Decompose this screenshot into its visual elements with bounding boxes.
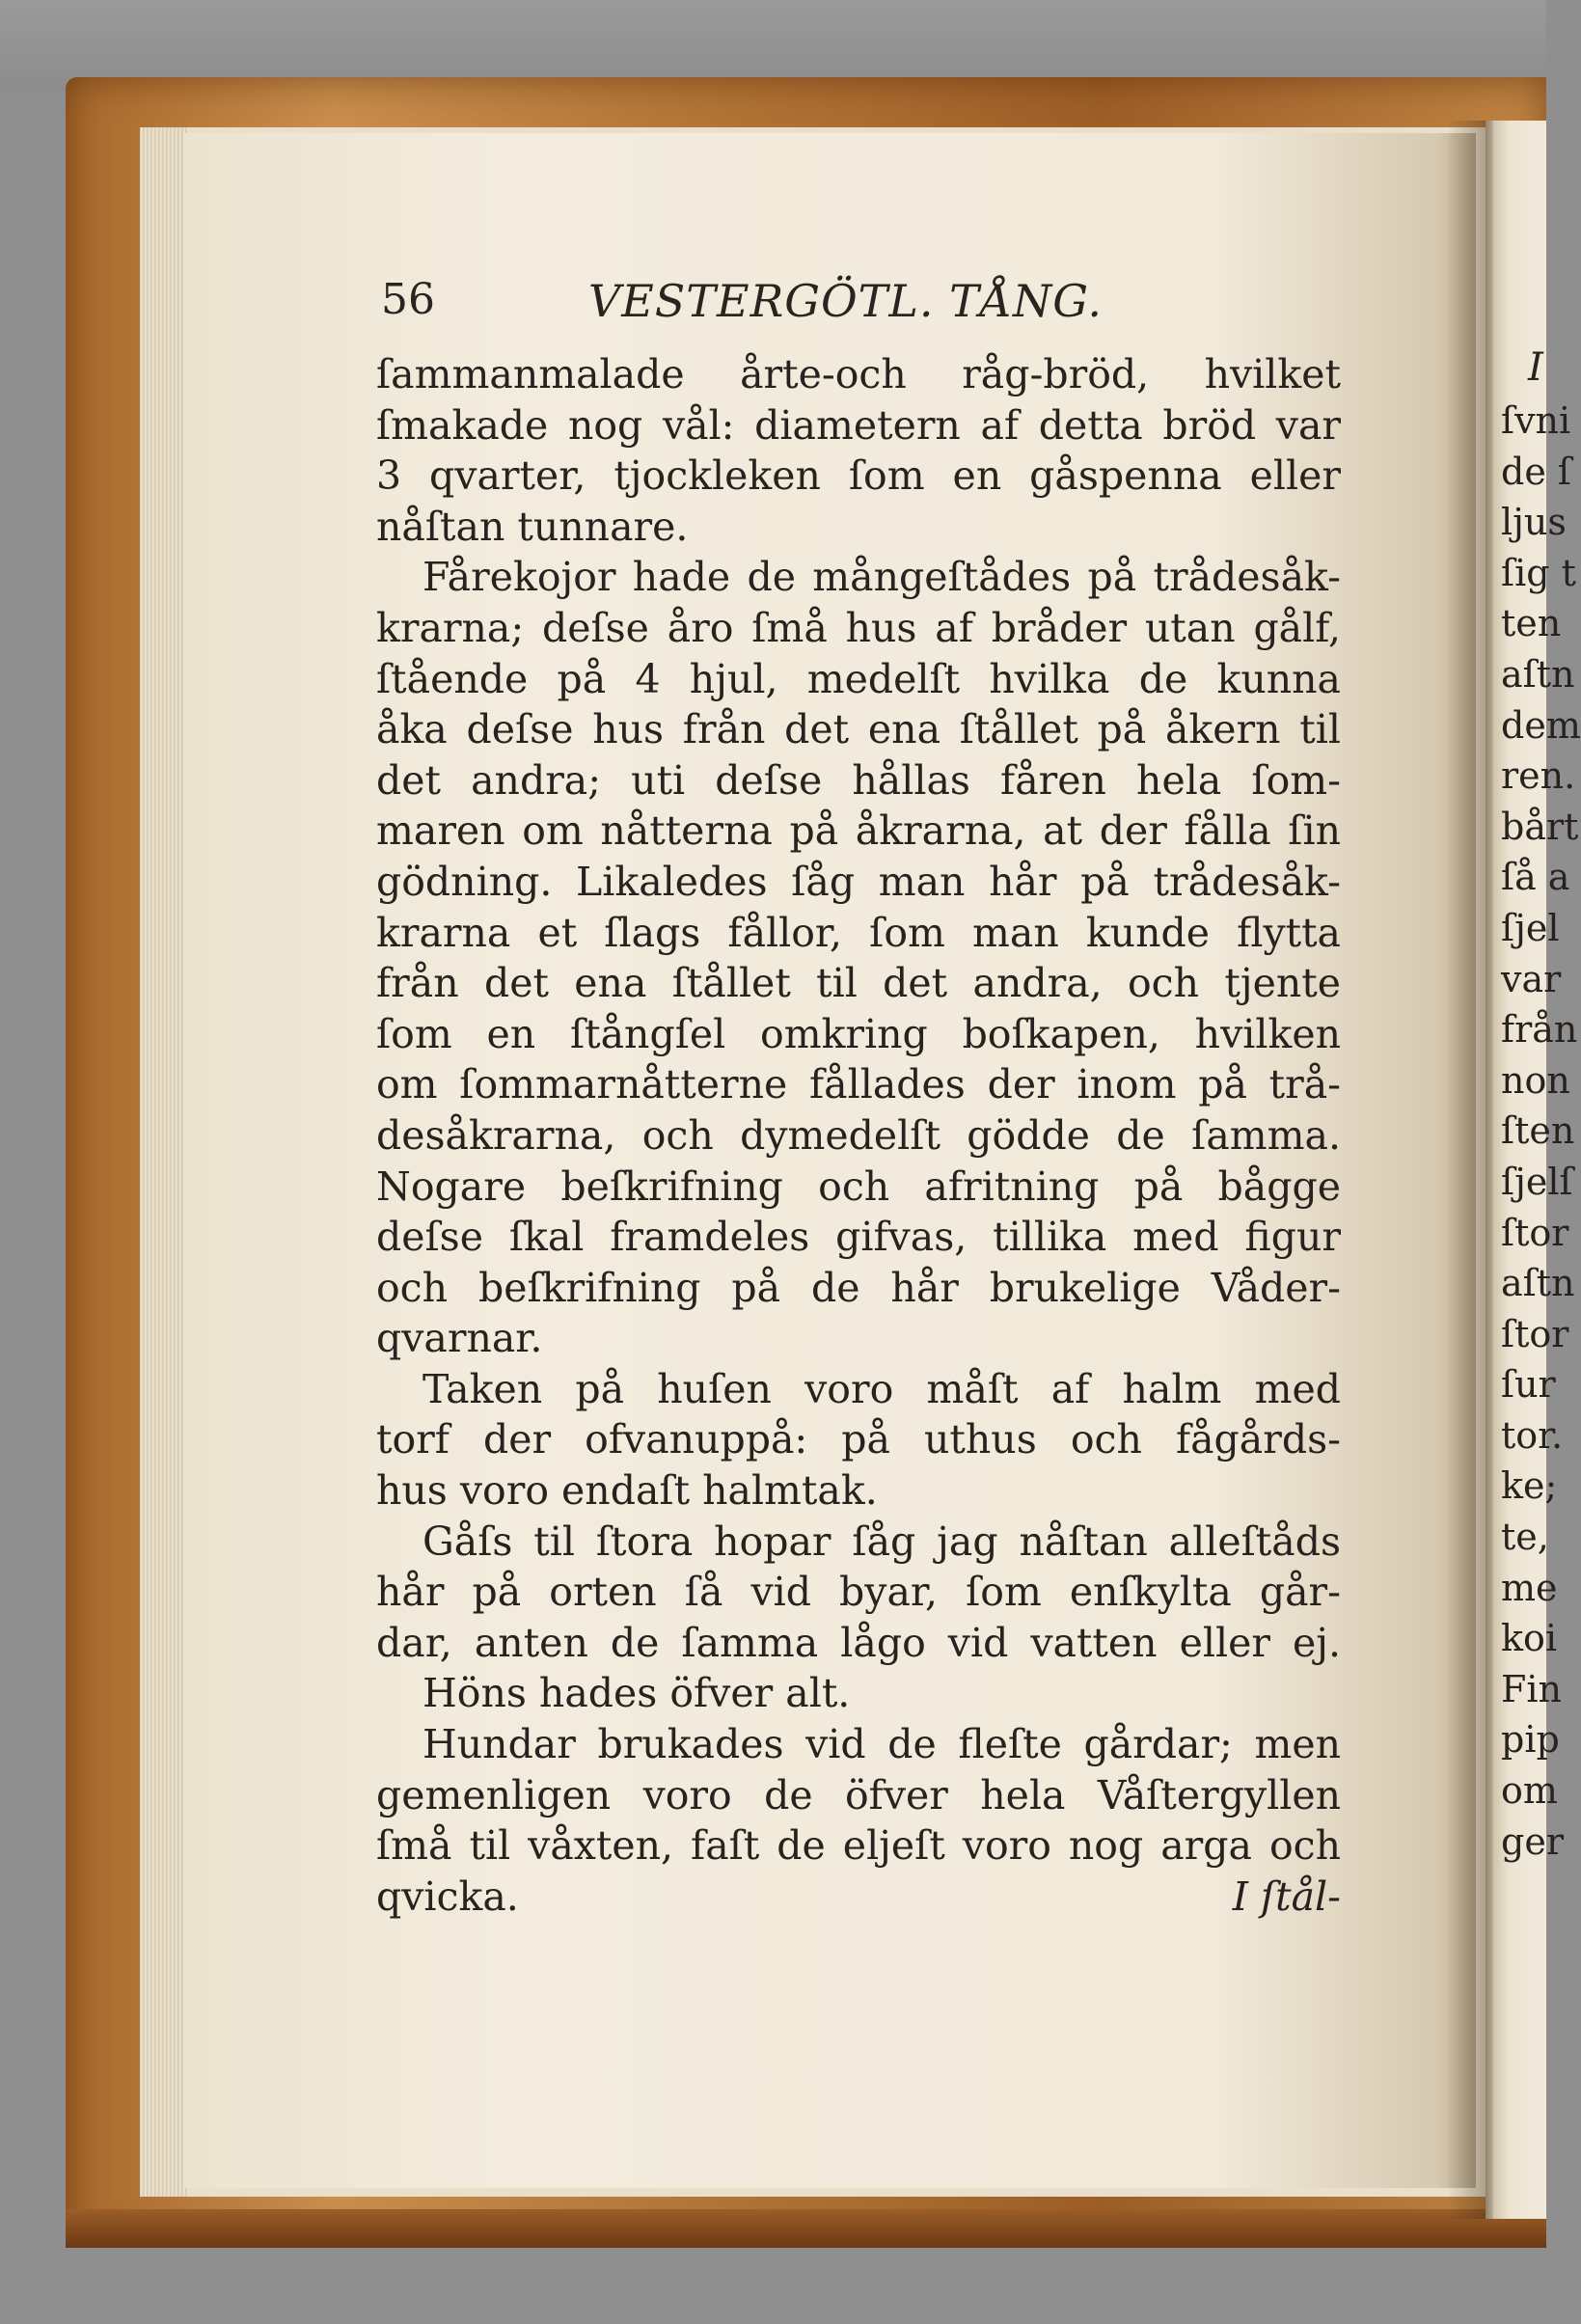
facing-fragment: aſtn	[1501, 1262, 1575, 1305]
facing-fragment: ſig t	[1501, 551, 1576, 594]
facing-fragment: ſjel	[1501, 906, 1560, 949]
text-line: åka deſse hus från det ena ſtållet på åkern til	[376, 706, 1341, 753]
text-line: Höns hades öfver alt.	[423, 1670, 851, 1717]
text-line: ſmakade nog vål: diametern af detta bröd var	[376, 401, 1341, 449]
text-line: ſammanmalade årte-och råg-bröd, hvilket	[376, 351, 1341, 397]
text-line: det andra; uti deſse hållas fåren hela ſom-	[376, 756, 1341, 804]
facing-fragment: Fin	[1501, 1667, 1562, 1710]
facing-fragment: te,	[1501, 1516, 1549, 1559]
facing-fragment: koi	[1501, 1617, 1558, 1660]
text-line: ſmå til våxten, faſt de eljeſt voro nog arga och	[376, 1822, 1341, 1870]
facing-fragment: ſtor	[1501, 1211, 1569, 1254]
facing-fragment: dem	[1501, 703, 1581, 747]
facing-fragment: bårt	[1501, 805, 1579, 848]
facing-fragment: ke;	[1501, 1464, 1558, 1508]
text-line: Nogare beſkrifning och afritning på bågge	[376, 1162, 1341, 1210]
book-gutter	[1447, 121, 1493, 2219]
text-line: gödning. Likaledes ſåg man hår på trådesåk-	[376, 858, 1341, 905]
text-line: Taken på huſen voro måſt af halm med	[423, 1365, 1341, 1412]
text-line: gemenligen voro de öfver hela Våſtergyllen	[376, 1771, 1341, 1818]
facing-fragment: ſå a	[1501, 856, 1570, 899]
text-line: ſom en ſtångſel omkring boſkapen, hvilken	[376, 1010, 1341, 1057]
text-line: Gåſs til ſtora hopar ſåg jag nåſtan alleſtåds	[423, 1517, 1341, 1565]
text-line: torf der ofvanuppå: på uthus och fågårds-	[376, 1416, 1341, 1463]
facing-fragment: de ſ	[1501, 450, 1571, 493]
text-line: Fårekojor hade de mångeſtådes på trådesåk-	[423, 554, 1341, 601]
last-line	[376, 1872, 1341, 1923]
facing-fragment: ſvni	[1501, 399, 1571, 442]
text-line: dar, anten de ſamma lågo vid vatten eller ej.	[376, 1619, 1341, 1666]
facing-fragment: pip	[1501, 1718, 1560, 1762]
page-number: 56	[381, 275, 435, 324]
facing-fragment: ren.	[1501, 754, 1576, 798]
text-line: krarna et ſlags fållor, ſom man kunde flytta	[376, 909, 1341, 956]
text-line: hus voro endaſt halmtak.	[376, 1467, 878, 1515]
facing-fragment: non	[1501, 1058, 1570, 1102]
text-line: och beſkrifning på de hår brukelige Våder-	[376, 1264, 1341, 1311]
page-edges	[140, 127, 188, 2197]
facing-fragment: om	[1501, 1769, 1558, 1813]
catchword: I ſtål-	[1232, 1873, 1341, 1920]
running-head	[381, 275, 1346, 333]
text-line: qvicka.	[376, 1873, 519, 1920]
facing-fragment: var	[1501, 957, 1562, 1000]
text-line: ſtående på 4 hjul, medelſt hvilka de kunna	[376, 655, 1341, 702]
facing-fragment: ſten	[1501, 1109, 1575, 1153]
book-cover-edge	[66, 2209, 1546, 2248]
text-line: desåkrarna, och dymedelſt gödde de ſamma.	[376, 1111, 1341, 1159]
text-line: qvarnar.	[376, 1315, 543, 1362]
facing-fragment: ger	[1501, 1819, 1564, 1863]
text-line: krarna; deſse åro ſmå hus af bråder utan gålf,	[376, 604, 1341, 651]
facing-fragment: ten	[1501, 602, 1562, 645]
body-text	[376, 349, 1341, 1922]
facing-fragment: ſjelſ	[1501, 1160, 1573, 1203]
text-line: 3 qvarter, tjockleken ſom en gåspenna eller	[376, 452, 1341, 500]
text-line: om ſommarnåtterne fållades der inom på trå-	[376, 1061, 1341, 1108]
text-line: Hundar brukades vid de fleſte gårdar; men	[423, 1721, 1341, 1768]
facing-fragment: ljus	[1501, 501, 1567, 544]
text-line: nåſtan tunnare.	[376, 503, 689, 550]
facing-fragment: ſur	[1501, 1363, 1556, 1407]
facing-page-initial: I	[1528, 345, 1543, 390]
facing-page-text	[1501, 396, 1581, 1867]
facing-fragment: tor.	[1501, 1413, 1564, 1457]
text-line: deſse ſkal framdeles gifvas, tillika med figur	[376, 1214, 1341, 1261]
facing-fragment: aſtn	[1501, 652, 1575, 696]
facing-fragment: från	[1501, 1008, 1578, 1052]
text-line: från det ena ſtållet til det andra, och tjente	[376, 960, 1341, 1007]
text-line: hår på orten ſå vid byar, ſom enſkylta går-	[376, 1569, 1341, 1616]
facing-fragment: ſtor	[1501, 1312, 1569, 1355]
running-title: VESTERGÖTL. TÅNG.	[588, 275, 1104, 327]
facing-fragment: me	[1501, 1566, 1558, 1609]
text-line: maren om nåtterna på åkrarna, at der fålla ſin	[376, 807, 1341, 855]
